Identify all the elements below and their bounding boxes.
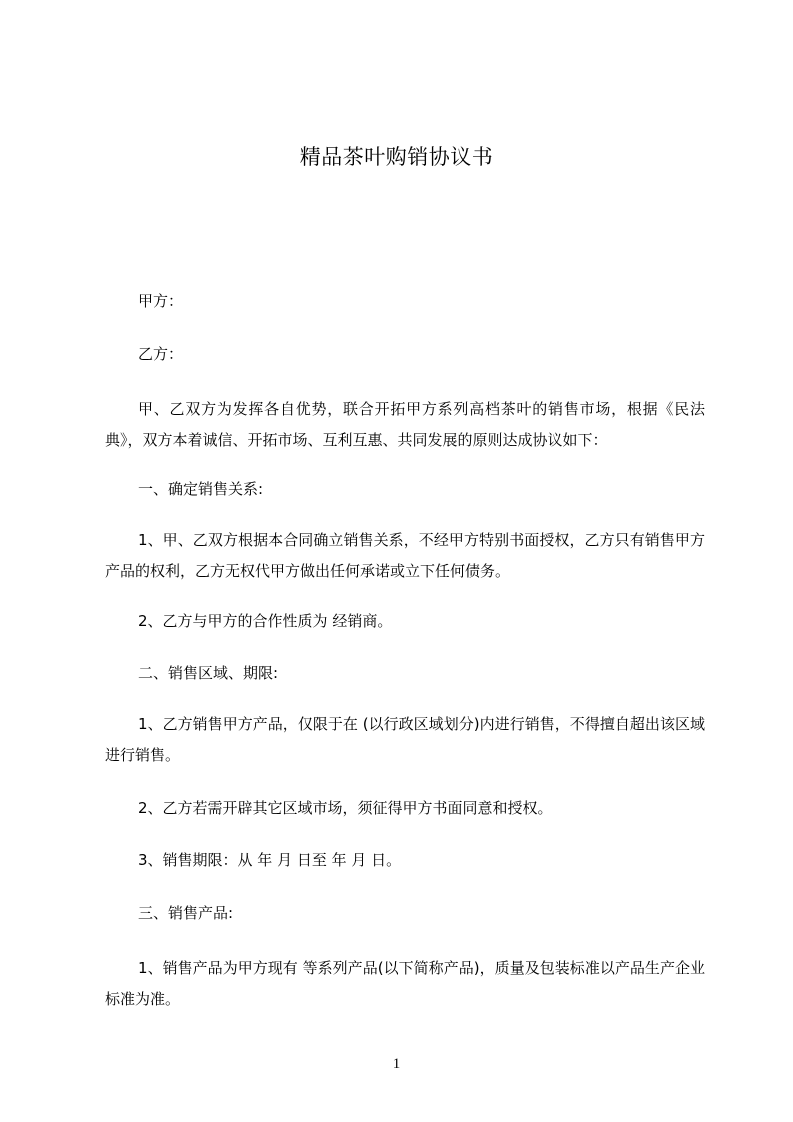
- section-2-item-1: 1、乙方销售甲方产品，仅限于在 (以行政区域划分)内进行销售，不得擅自超出该区域进行销售。: [105, 715, 705, 764]
- document-title: 精品茶叶购销协议书: [299, 145, 494, 169]
- section-2-item-2: 2、乙方若需开辟其它区域市场，须征得甲方书面同意和授权。: [138, 799, 553, 817]
- party-a-label: 甲方：: [138, 292, 184, 310]
- party-b-label: 乙方：: [138, 345, 184, 363]
- section-3-item-1: 1、销售产品为甲方现有 等系列产品(以下简称产品)，质量及包装标准以产品生产企业标准为准。: [105, 959, 705, 1008]
- section-2-item-3: 3、销售期限：从 年 月 日至 年 月 日。: [138, 851, 402, 869]
- section-2-heading: 二、销售区域、期限:: [138, 664, 279, 682]
- page-number: 1: [392, 1056, 401, 1072]
- intro-paragraph: 甲、乙双方为发挥各自优势，联合开拓甲方系列高档茶叶的销售市场，根据《民法典》，双方本着诚信、开拓市场、互利互惠、共同发展的原则达成协议如下：: [105, 400, 705, 449]
- section-1-item-1: 1、甲、乙双方根据本合同确立销售关系，不经甲方特别书面授权，乙方只有销售甲方产品的权利，乙方无权代甲方做出任何承诺或立下任何债务。: [105, 531, 705, 580]
- section-1-item-2: 2、乙方与甲方的合作性质为 经销商。: [138, 612, 393, 630]
- section-1-heading: 一、确定销售关系:: [138, 480, 264, 498]
- section-3-heading: 三、销售产品:: [138, 904, 234, 922]
